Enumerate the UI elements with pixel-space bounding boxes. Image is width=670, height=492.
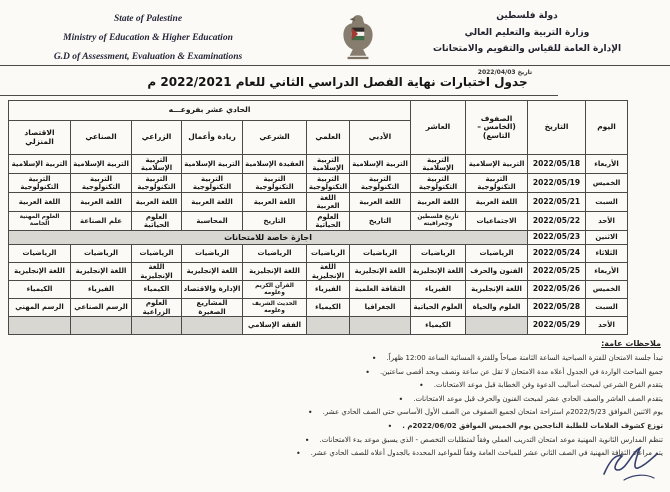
subject-cell: الرسم الصناعي (71, 299, 132, 317)
subject-cell: العلوم الزراعية (132, 299, 182, 317)
title-underline (0, 95, 558, 96)
subject-cell: التربية التكنولوجية (243, 174, 307, 193)
subject-cell: الحديث الشريف وعلومه (243, 299, 307, 317)
bullet-icon: • (295, 449, 301, 459)
subject-cell: الرياضيات (466, 245, 528, 263)
table-row (9, 263, 628, 281)
subject-cell: القرآن الكريم وعلومه (243, 281, 307, 299)
header-english-line: State of Palestine (113, 14, 183, 24)
col-header-day: اليوم (586, 101, 628, 155)
col-header-scientific: العلمي (307, 121, 350, 155)
col-header-sharia: الشرعي (243, 121, 307, 155)
subject-cell: اللغة العربية (182, 193, 243, 212)
subject-cell: اللغة الإنجليزية (350, 263, 411, 281)
note-item (103, 406, 663, 420)
document-date: تاريخ 2022/04/03 (477, 69, 533, 76)
day-cell: الأربعاء (586, 155, 628, 174)
subject-cell: الفيزياء (307, 281, 350, 299)
subject-cell: التربية الإسلامية (132, 155, 182, 174)
subject-cell: التربية التكنولوجية (307, 174, 350, 193)
table-row (9, 281, 628, 299)
note-text: تبدأ جلسة الامتحان للفترة الصباحية الساعة الثامنة صباحاً وللفترة المسائية الساعة 12:00 ظهراً. (386, 354, 663, 362)
subject-cell-empty (9, 317, 71, 335)
subject-cell: التربية الإسلامية (71, 155, 132, 174)
subject-cell: الفيزياء (411, 281, 466, 299)
table-row (9, 245, 628, 263)
subject-cell: الرسم المهني (9, 299, 71, 317)
subject-cell: الرياضيات (132, 245, 182, 263)
subject-cell: تاريخ فلسطين وجغرافيته (411, 212, 466, 231)
col-header-eleventh-branches: الحادي عشر بفروعـــه (9, 101, 411, 121)
col-header-date: التاريخ (528, 101, 586, 155)
subject-cell: اللغة العربية (132, 193, 182, 212)
palestine-coat-of-arms-icon (335, 13, 381, 65)
table-row (9, 155, 628, 174)
subject-cell: الإدارة والاقتصاد (182, 281, 243, 299)
holiday-banner-cell: اجازة خاصة للامتحانات (9, 231, 528, 245)
table-row (9, 212, 628, 231)
bullet-icon: • (387, 421, 393, 431)
subject-cell: التربية الإسلامية (307, 155, 350, 174)
subject-cell: التربية التكنولوجية (71, 174, 132, 193)
subject-cell: الكيمياء (307, 299, 350, 317)
note-item (103, 434, 663, 448)
subject-cell: اللغة الإنجليزية (71, 263, 132, 281)
subject-cell: اللغة الإنجليزية (132, 263, 182, 281)
col-header-grades-5-9: الصفوف (الخامس – التاسع) (466, 101, 528, 155)
subject-cell-empty (182, 317, 243, 335)
date-cell: 2022/05/19 (528, 174, 586, 193)
subject-cell: الكيمياء (132, 281, 182, 299)
subject-cell: الرياضيات (182, 245, 243, 263)
table-row (9, 174, 628, 193)
header-english-line: Ministry of Education & Higher Education (63, 33, 233, 43)
bullet-icon: • (304, 435, 310, 445)
note-text: تنظم المدارس الثانوية المهنية موعد امتحان التدريب العملي وفقاً لمتطلبات التخصص - الذي يسبق موعد بدء الامتحانات. (319, 435, 663, 444)
subject-cell: اللغة العربية (243, 193, 307, 212)
header-arabic (412, 8, 642, 58)
date-cell: 2022/05/23 (528, 231, 586, 245)
date-cell: 2022/05/21 (528, 193, 586, 212)
header-divider-line (0, 65, 670, 66)
date-cell: 2022/05/28 (528, 299, 586, 317)
subject-cell: اللغة العربية (411, 193, 466, 212)
subject-cell: العلوم الحياتية (307, 212, 350, 231)
date-cell: 2022/05/24 (528, 245, 586, 263)
header-arabic-line: الإدارة العامة للقياس والتقويم والامتحانات (432, 44, 622, 54)
bullet-icon: • (419, 381, 424, 391)
subject-cell: العلوم المهنية الخاصة (9, 212, 71, 231)
date-cell: 2022/05/18 (528, 155, 586, 174)
subject-cell: العلوم الحياتية (411, 299, 466, 317)
bullet-icon: • (307, 408, 313, 418)
subject-cell: الرياضيات (350, 245, 411, 263)
subject-cell: التربية التكنولوجية (182, 174, 243, 193)
table-row (9, 193, 628, 212)
subject-cell: الفنون والحرف (466, 263, 528, 281)
subject-cell: التربية الإسلامية (182, 155, 243, 174)
note-item (103, 379, 663, 393)
col-header-literary: الأدبي (350, 121, 411, 155)
subject-cell: التربية الإسلامية (9, 155, 71, 174)
subject-cell: الفقه الإسلامي (243, 317, 307, 335)
page-title: جدول اختبارات نهاية الفصل الدراسي الثاني للعام 2022/2021 م (147, 75, 528, 89)
handwritten-signature (594, 442, 664, 492)
col-header-home-economics: الاقتصاد المنزلي (9, 121, 71, 155)
day-cell: الاثنين (586, 231, 628, 245)
date-cell: 2022/05/25 (528, 263, 586, 281)
subject-cell: الجغرافيا (350, 299, 411, 317)
subject-cell: اللغة العربية (350, 193, 411, 212)
subject-cell: الكيمياء (411, 317, 466, 335)
note-text: يتم مراعاة الثقافة المهنية في الصف الثاني عشر للمباحث العامة وفقاً للمواعيد المحددة بالجدول أعلاه للصف الحادي عشر. (310, 449, 663, 458)
subject-cell: اللغة العربية (466, 193, 528, 212)
subject-cell: اللغة الإنجليزية (466, 281, 528, 299)
table-row (9, 299, 628, 317)
subject-cell: اللغة الإنجليزية (243, 263, 307, 281)
subject-cell: التاريخ (243, 212, 307, 231)
day-cell: الثلاثاء (586, 245, 628, 263)
subject-cell: الثقافة العلمية (350, 281, 411, 299)
note-text: يتقدم الصف العاشر والصف الحادي عشر لمبحث الفنون والحرف قبل موعد الامتحانات. (413, 394, 663, 403)
subject-cell: اللغة العربية (9, 193, 71, 212)
general-notes-section (103, 339, 663, 461)
subject-cell-empty (350, 317, 411, 335)
subject-cell: التربية الإسلامية (350, 155, 411, 174)
subject-cell-empty (307, 317, 350, 335)
header-arabic-line: دولة فلسطين (496, 11, 558, 21)
subject-cell: التربية التكنولوجية (132, 174, 182, 193)
subject-cell: العقيدة الإسلامية (243, 155, 307, 174)
col-header-entrepreneurship: ريادة وأعمال (182, 121, 243, 155)
col-header-agricultural: الزراعي (132, 121, 182, 155)
subject-cell: الرياضيات (71, 245, 132, 263)
subject-cell: التربية التكنولوجية (411, 174, 466, 193)
subject-cell: الفيزياء (71, 281, 132, 299)
day-cell: السبت (586, 193, 628, 212)
note-item (103, 393, 663, 407)
col-header-tenth: العاشر (411, 101, 466, 155)
subject-cell: اللغة الإنجليزية (411, 263, 466, 281)
date-cell: 2022/05/22 (528, 212, 586, 231)
subject-cell: علم الصناعة (71, 212, 132, 231)
note-text: يتقدم الفرع الشرعي لمبحث أساليب الدعوة وفن الخطابة قبل موعد الامتحانات. (433, 381, 663, 390)
subject-cell: اللغة الإنجليزية (307, 263, 350, 281)
subject-cell: المحاسبة (182, 212, 243, 231)
subject-cell: العلوم الحياتية (132, 212, 182, 231)
day-cell: الخميس (586, 174, 628, 193)
subject-cell: التربية التكنولوجية (9, 174, 71, 193)
subject-cell: الرياضيات (9, 245, 71, 263)
table-row (9, 317, 628, 335)
subject-cell: الرياضيات (307, 245, 350, 263)
subject-cell: التاريخ (350, 212, 411, 231)
note-item (103, 447, 663, 461)
note-text: توزع كشوف العلامات للطلبة الناجحين يوم الخميس الموافق 2022/06/02م . (402, 421, 663, 430)
subject-cell-empty (71, 317, 132, 335)
bullet-icon: • (371, 354, 377, 363)
col-header-industrial: الصناعي (71, 121, 132, 155)
subject-cell: المشاريع الصغيرة (182, 299, 243, 317)
day-cell: الأحد (586, 212, 628, 231)
subject-cell: التربية التكنولوجية (466, 174, 528, 193)
header-arabic-line: وزارة التربية والتعليم العالي (464, 27, 590, 38)
table-row-holiday (9, 231, 628, 245)
day-cell: الخميس (586, 281, 628, 299)
note-item (103, 366, 663, 380)
day-cell: الأحد (586, 317, 628, 335)
subject-cell: اللغة الإنجليزية (9, 263, 71, 281)
subject-cell-empty (466, 317, 528, 335)
subject-cell: التربية الإسلامية (411, 155, 466, 174)
bullet-icon: • (398, 394, 404, 404)
notes-heading: ملاحظات عامة: (601, 339, 661, 348)
subject-cell: الرياضيات (243, 245, 307, 263)
subject-cell: الاجتماعيات (466, 212, 528, 231)
subject-cell: التربية التكنولوجية (350, 174, 411, 193)
subject-cell: الرياضيات (411, 245, 466, 263)
exam-schedule-table (8, 100, 628, 335)
table-header-row (9, 101, 628, 121)
note-item (103, 352, 663, 366)
subject-cell: اللغة العربية (307, 193, 350, 212)
subject-cell: العلوم والحياة (466, 299, 528, 317)
subject-cell: اللغة الإنجليزية (182, 263, 243, 281)
header-english-line: G.D of Assessment, Evaluation & Examinations (53, 52, 243, 62)
subject-cell: اللغة العربية (71, 193, 132, 212)
note-text: جميع المباحث الواردة في الجدول أعلاه مدة الامتحان لا تقل عن ساعة ونصف وبحد أقصى ساعتين. (379, 367, 663, 376)
subject-cell: التربية الإسلامية (466, 155, 528, 174)
date-cell: 2022/05/29 (528, 317, 586, 335)
note-item (103, 420, 663, 434)
bullet-icon: • (365, 367, 370, 377)
day-cell: السبت (586, 299, 628, 317)
day-cell: الأربعاء (586, 263, 628, 281)
date-cell: 2022/05/26 (528, 281, 586, 299)
header-english (28, 10, 268, 67)
note-text: يوم الاثنين الموافق 2022/5/23م استراحة امتحان لجميع الصفوف من الصف الأول الأساسي حتى الصف الحادي عشر. (322, 408, 663, 417)
subject-cell: الكيمياء (9, 281, 71, 299)
subject-cell-empty (132, 317, 182, 335)
